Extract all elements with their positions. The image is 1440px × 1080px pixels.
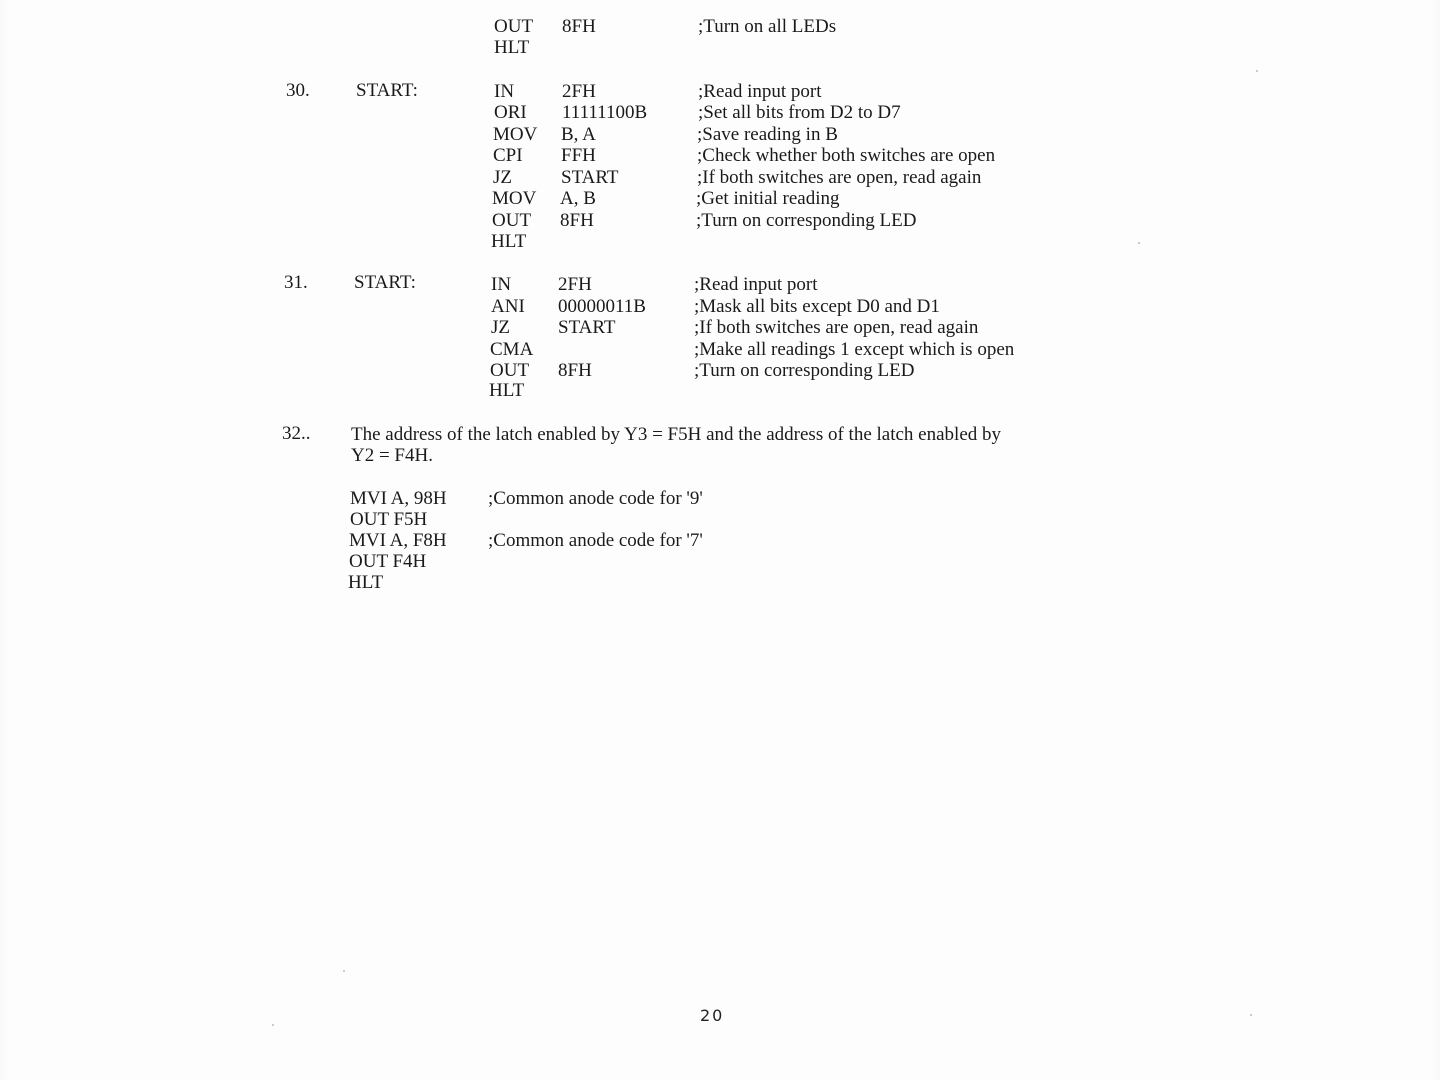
mnemonic: IN [494,81,515,102]
comment: ;Get initial reading [696,188,840,209]
mnemonic: IN [491,274,512,295]
instruction: OUT F5H [350,509,428,530]
instruction: MVI A, 98H [350,488,447,509]
scan-speck [1138,242,1140,244]
comment: ;If both switches are open, read again [697,167,982,188]
comment: ;Read input port [694,274,818,295]
comment: ;Set all bits from D2 to D7 [698,102,901,123]
mnemonic: JZ [491,317,510,338]
comment: ;If both switches are open, read again [694,317,979,338]
comment: ;Common anode code for '7' [488,530,703,551]
paragraph-line: Y2 = F4H. [351,445,433,466]
operand: 2FH [558,274,592,295]
instruction: OUT F4H [349,551,427,572]
comment: ;Turn on corresponding LED [696,210,917,231]
mnemonic: HLT [489,380,525,401]
operand: START [561,167,619,188]
page-number: 20 [700,1006,725,1025]
mnemonic: OUT [494,16,534,37]
operand: START [558,317,616,338]
mnemonic: ANI [491,296,525,317]
mnemonic: OUT [490,360,530,381]
mnemonic: ORI [494,102,527,123]
operand: 8FH [562,16,596,37]
comment: ;Turn on corresponding LED [694,360,915,381]
scan-speck [272,1024,274,1026]
question-number: 31. [284,272,308,293]
comment: ;Common anode code for '9' [488,488,703,509]
operand: B, A [561,124,596,145]
mnemonic: MOV [493,124,538,145]
question-number: 30. [286,80,310,101]
operand: A, B [560,188,596,209]
scan-speck [1250,1014,1252,1016]
operand: 00000011B [558,296,646,317]
scan-speck [343,970,345,972]
scan-speck [1256,70,1258,72]
answer-32-text [351,424,1151,466]
code-label: START: [356,80,418,101]
operand: 8FH [560,210,594,231]
mnemonic: JZ [493,167,512,188]
mnemonic: OUT [492,210,532,231]
mnemonic: HLT [491,231,527,252]
comment: ;Read input port [698,81,822,102]
mnemonic: MOV [492,188,537,209]
paragraph-line: The address of the latch enabled by Y3 = F5H and the address of the latch enabled by [351,424,1001,445]
code-label: START: [354,272,416,293]
question-number: 32.. [282,423,311,444]
operand: 8FH [558,360,592,381]
comment: ;Make all readings 1 except which is open [694,339,1015,360]
instruction: MVI A, F8H [349,530,447,551]
operand: 2FH [562,81,596,102]
mnemonic: CPI [493,145,523,166]
mnemonic: HLT [494,37,530,58]
comment: ;Turn on all LEDs [698,16,837,37]
mnemonic: CMA [490,339,534,360]
comment: ;Check whether both switches are open [697,145,996,166]
operand: FFH [561,145,596,166]
scan-edge-left [0,0,8,1080]
operand: 11111100B [562,102,648,123]
instruction: HLT [348,572,384,593]
scan-edge-right [1432,0,1440,1080]
comment: ;Save reading in B [697,124,838,145]
comment: ;Mask all bits except D0 and D1 [694,296,940,317]
